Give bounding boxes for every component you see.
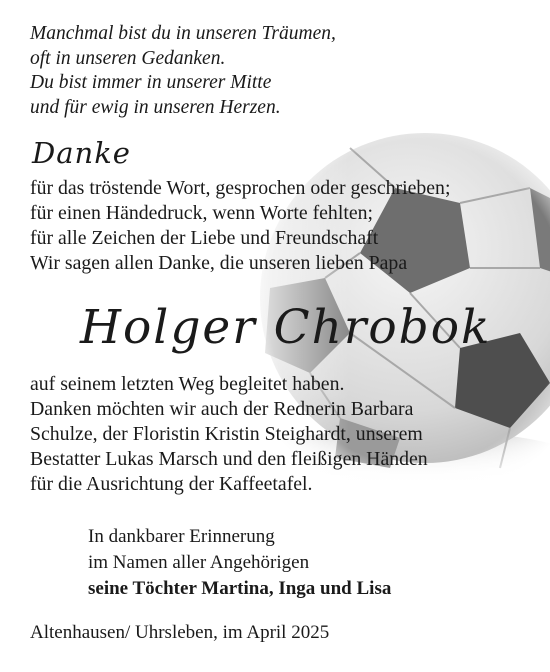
thanks-line: für einen Händedruck, wenn Worte fehlten; (30, 202, 373, 224)
continuation-line: für die Ausrichtung der Kaffeetafel. (30, 473, 313, 495)
continuation-line: Schulze, der Floristin Kristin Steighardt, unserem (30, 423, 423, 445)
continuation-paragraph (30, 372, 428, 497)
deceased-name: Holger Chrobok (80, 300, 492, 355)
signature-names: seine Töchter Martina, Inga und Lisa (88, 578, 392, 599)
thanks-paragraph (30, 176, 450, 276)
continuation-line: auf seinem letzten Weg begleitet haben. (30, 373, 345, 395)
poem-line: Du bist immer in unserer Mitte (30, 72, 272, 93)
signature-line-2: im Namen aller Angehörigen (88, 552, 310, 573)
thanks-line: für das tröstende Wort, gesprochen oder geschrieben; (30, 177, 451, 199)
place-date: Altenhausen/ Uhrsleben, im April 2025 (30, 622, 330, 643)
poem-line: und für ewig in unseren Herzen. (30, 96, 281, 118)
signature-line-1: In dankbarer Erinnerung (88, 526, 275, 547)
thanks-line: für alle Zeichen der Liebe und Freundschaft (30, 227, 379, 249)
thanks-line: Wir sagen allen Danke, die unseren lieben Papa (30, 252, 408, 274)
continuation-line: Danken möchten wir auch der Rednerin Barbara (30, 398, 414, 420)
poem-line: oft in unseren Gedanken. (30, 47, 226, 69)
continuation-line: Bestatter Lukas Marsch und den fleißigen Händen (30, 448, 428, 470)
poem-line: Manchmal bist du in unseren Träumen, (30, 23, 336, 44)
poem (30, 22, 336, 120)
thanks-heading: Danke (32, 136, 131, 170)
signature-block (88, 524, 391, 602)
